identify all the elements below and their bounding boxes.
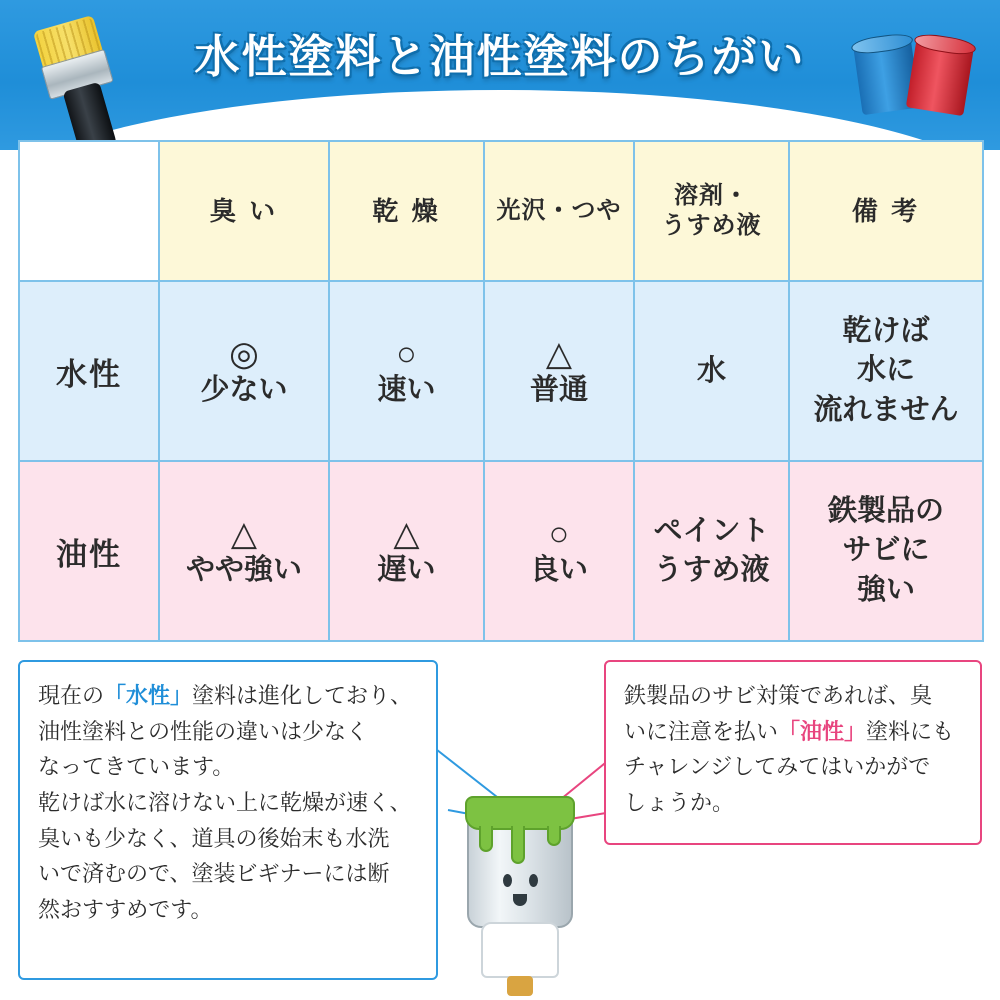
column-header-gloss: 光沢・つや [484, 141, 634, 281]
comparison-table-wrap [18, 140, 982, 640]
cell-water-gloss-text: 普通 [529, 373, 588, 406]
cell-oil-smell-symbol: △ [230, 514, 258, 553]
callout-left-line1-b: 塗料は進化しており、 [192, 683, 413, 708]
cell-oil-drying-text: 遅い [377, 553, 436, 586]
cell-oil-drying-symbol: △ [393, 514, 420, 553]
page-title: 水性塗料と油性塗料のちがい [194, 31, 806, 82]
callout-left-line7: 然おすすめです。 [38, 896, 213, 922]
cell-oil-solvent [634, 461, 789, 641]
cell-water-drying [329, 281, 484, 461]
callout-left-line1-a: 現在の [38, 683, 105, 708]
callout-left-line4: 乾けば水に溶けない上に乾燥が速く、 [38, 789, 412, 815]
cell-oil-smell-text: やや強い [185, 553, 302, 586]
row-label-oil: 油性 [19, 461, 159, 641]
cell-oil-gloss-text: 良い [529, 553, 588, 586]
cell-water-smell-symbol: ◎ [229, 334, 259, 373]
cell-oil-gloss-symbol: ○ [548, 514, 570, 553]
cell-oil-notes-line1: 鉄製品の [827, 495, 944, 528]
cell-water-notes-line1: 乾けば [842, 315, 930, 348]
cell-water-gloss-symbol: △ [545, 334, 573, 373]
cell-water-drying-symbol: ○ [396, 334, 417, 373]
callout-right-line1: 鉄製品のサビ対策であれば、臭 [624, 683, 933, 708]
cell-water-solvent [634, 281, 789, 461]
callout-left-line2: 油性塗料との性能の違いは少なく [38, 718, 369, 744]
cell-oil-smell [159, 461, 329, 641]
callout-right-highlight-oil: 「油性」 [778, 718, 867, 744]
callout-water-based [18, 660, 438, 980]
column-header-solvent [634, 141, 789, 281]
column-header-solvent-line2: うすめ液 [661, 212, 762, 239]
header-banner [0, 0, 1000, 150]
cell-water-smell-text: 少ない [200, 373, 288, 406]
cell-oil-solvent-line2: うすめ液 [653, 554, 770, 586]
cell-oil-notes [789, 461, 983, 641]
cell-oil-solvent-line1: ペイント [653, 514, 770, 547]
cell-oil-notes-line3: 強い [856, 573, 915, 606]
cell-water-notes [789, 281, 983, 461]
column-header-drying: 乾 燥 [329, 141, 484, 281]
callout-left-highlight-water: 「水性」 [104, 683, 193, 708]
table-row [19, 461, 983, 641]
column-header-smell: 臭 い [159, 141, 329, 281]
callout-right-line2 [624, 714, 962, 750]
cell-water-gloss [484, 281, 634, 461]
callout-oil-based [604, 660, 982, 845]
cell-water-drying-text: 速い [377, 373, 436, 406]
callout-right-line3: チャレンジしてみてはいかがで [624, 754, 931, 780]
row-label-water: 水性 [19, 281, 159, 461]
table-row [19, 281, 983, 461]
cell-oil-gloss [484, 461, 634, 641]
callout-right-line2-b: 塗料にも [866, 718, 955, 744]
cell-oil-notes-line2: サビに [842, 534, 930, 567]
cell-water-notes-line2: 水に [856, 354, 915, 387]
paint-bucket-mascot-icon [455, 790, 585, 1000]
callout-right-line2-a: いに注意を払い [624, 718, 779, 744]
comparison-table [18, 140, 984, 642]
table-header-row [19, 141, 983, 281]
cell-water-smell [159, 281, 329, 461]
callout-left-line6: いで済むので、塗装ビギナーには断 [38, 861, 390, 887]
cell-water-solvent-text: 水 [696, 354, 726, 387]
callout-left-line1 [38, 678, 418, 714]
column-header-solvent-line1: 溶剤・ [674, 182, 749, 209]
callout-left-line3: なってきています。 [38, 754, 235, 780]
callout-right-line4: しょうか。 [624, 789, 735, 815]
cell-oil-drying [329, 461, 484, 641]
callout-left-line5: 臭いも少なく、道具の後始末も水洗 [38, 825, 390, 851]
column-header-notes: 備 考 [789, 141, 983, 281]
cell-water-notes-line3: 流れません [813, 393, 959, 426]
table-corner-cell [19, 141, 159, 281]
